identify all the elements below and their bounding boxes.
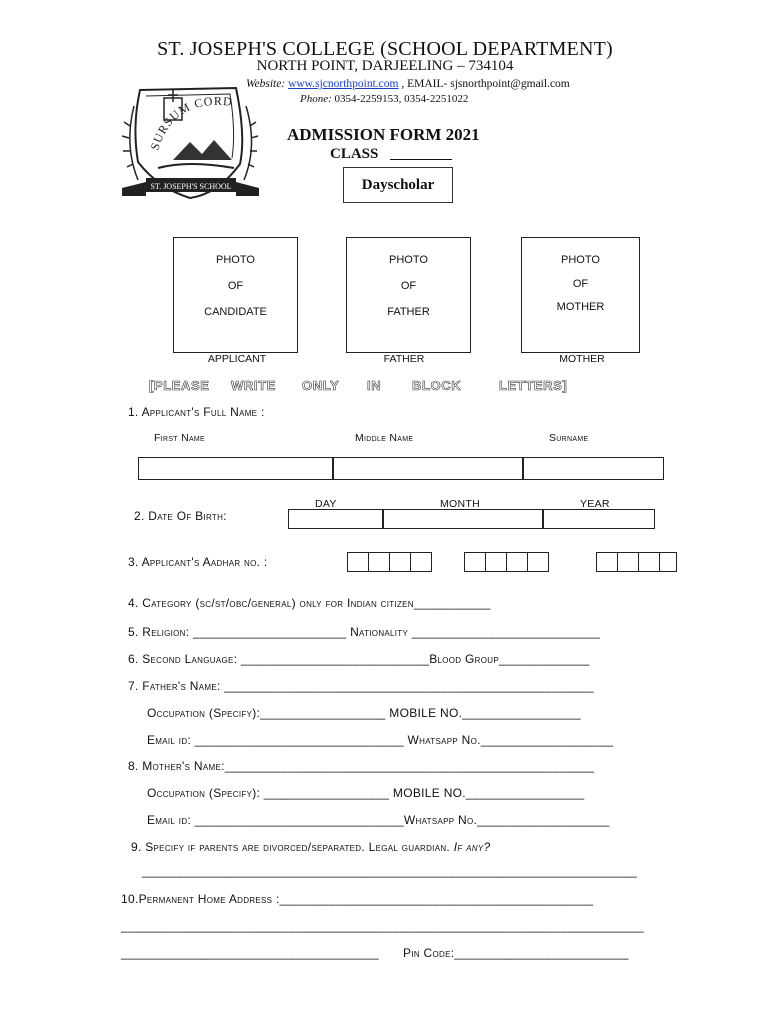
middle-name-field[interactable]	[332, 457, 524, 480]
dayscholar-box: Dayscholar	[343, 167, 453, 203]
photo-label-line2: OF	[572, 278, 589, 290]
mother-email-field[interactable]: Email id: ______________________________Whatsapp No.___________________	[147, 813, 610, 827]
instruction-word: WRITE	[231, 378, 276, 393]
instruction-word: LETTERS]	[499, 378, 568, 393]
photo-label-line3: MOTHER	[556, 301, 605, 313]
mother-name-field[interactable]: 8. Mother's Name:_____________________________________________________	[128, 759, 595, 773]
phone-numbers: 0354-2259153, 0354-2251022	[334, 93, 469, 105]
photo-label-line2: OF	[227, 280, 244, 292]
photo-caption-father: FATHER	[383, 353, 425, 365]
logo-motto-text: SURSUM CORD	[147, 93, 234, 152]
aadhar-label: 3. Applicant's Aadhar no. :	[128, 555, 268, 569]
email-text: , EMAIL- sjsnorthpoint@gmail.com	[401, 78, 570, 90]
home-address-line2[interactable]: ___________________________________________________________________________	[121, 919, 645, 933]
guardian-label: 9. Specify if parents are divorced/separated. Legal guardian.	[131, 840, 451, 854]
photo-caption-mother: MOTHER	[559, 353, 605, 365]
father-name-field[interactable]: 7. Father's Name: _____________________________________________________	[128, 679, 594, 693]
class-label: CLASS	[330, 146, 379, 162]
instruction-word: BLOCK	[412, 378, 462, 393]
dob-day-label: DAY	[315, 498, 337, 510]
logo-banner-text: ST. JOSEPH'S SCHOOL	[150, 182, 232, 191]
photo-caption-applicant: APPLICANT	[207, 353, 267, 365]
aadhar-digit-box[interactable]	[464, 552, 486, 572]
dob-year-label: YEAR	[580, 498, 610, 510]
photo-candidate-box[interactable]	[173, 237, 298, 353]
aadhar-digit-box[interactable]	[659, 552, 677, 572]
guardian-line[interactable]: _______________________________________________________________________	[142, 864, 638, 878]
photo-label-line2: OF	[400, 280, 417, 292]
language-bloodgroup-field[interactable]: 6. Second Language: ___________________________Blood Group_____________	[128, 652, 590, 666]
photo-father-box[interactable]	[346, 237, 471, 353]
instruction-word: ONLY	[302, 378, 340, 393]
college-address: NORTH POINT, DARJEELING – 734104	[256, 58, 514, 74]
category-field[interactable]: 4. Category (sc/st/obc/general) only for Indian citizen___________	[128, 596, 491, 610]
website-label: Website:	[246, 78, 286, 90]
aadhar-digit-box[interactable]	[596, 552, 618, 572]
form-title: ADMISSION FORM 2021	[287, 125, 480, 144]
photo-label-line1: PHOTO	[561, 254, 600, 266]
aadhar-digit-box[interactable]	[410, 552, 432, 572]
middle-name-label: Middle Name	[355, 432, 414, 444]
photo-label-line1: PHOTO	[216, 254, 255, 266]
home-address-line3[interactable]: _____________________________________	[121, 946, 380, 960]
dob-year-field[interactable]	[542, 509, 655, 529]
mother-occupation-field[interactable]: Occupation (Specify): __________________ MOBILE NO._________________	[147, 786, 585, 800]
instruction-word: IN	[367, 378, 382, 393]
first-name-field[interactable]	[138, 457, 334, 480]
aadhar-digit-box[interactable]	[527, 552, 549, 572]
dob-label: 2. Date Of Birth:	[134, 509, 227, 523]
religion-nationality-field[interactable]: 5. Religion: ______________________ Nationality ___________________________	[128, 625, 601, 639]
dob-month-field[interactable]	[382, 509, 544, 529]
dob-day-field[interactable]	[288, 509, 384, 529]
aadhar-digit-box[interactable]	[485, 552, 507, 572]
aadhar-digit-box[interactable]	[638, 552, 660, 572]
dob-month-label: MONTH	[440, 498, 480, 510]
aadhar-digit-box[interactable]	[389, 552, 411, 572]
aadhar-digit-box[interactable]	[506, 552, 528, 572]
photo-mother-box[interactable]	[521, 237, 640, 353]
first-name-label: First Name	[154, 432, 206, 444]
father-occupation-field[interactable]: Occupation (Specify):__________________ MOBILE NO._________________	[147, 706, 581, 720]
school-crest-logo	[118, 76, 263, 206]
website-link[interactable]: www.sjcnorthpoint.com	[288, 78, 399, 90]
photo-label-line3: CANDIDATE	[204, 306, 267, 318]
surname-label: Surname	[549, 432, 589, 444]
applicant-name-label: 1. Applicant's Full Name :	[128, 405, 265, 419]
college-name: ST. JOSEPH'S COLLEGE (SCHOOL DEPARTMENT)	[157, 38, 613, 60]
photo-label-line1: PHOTO	[389, 254, 428, 266]
contact-line-phone	[300, 93, 468, 105]
aadhar-digit-box[interactable]	[347, 552, 369, 572]
surname-field[interactable]	[522, 457, 664, 480]
contact-line-web	[246, 78, 570, 90]
class-input-line[interactable]	[390, 159, 452, 160]
phone-label: Phone:	[300, 93, 332, 105]
photo-label-line3: FATHER	[387, 306, 430, 318]
guardian-if-any: If any?	[453, 840, 491, 854]
father-email-field[interactable]: Email id: ______________________________ Whatsapp No.___________________	[147, 733, 614, 747]
aadhar-digit-box[interactable]	[617, 552, 639, 572]
guardian-question	[131, 840, 490, 854]
aadhar-digit-box[interactable]	[368, 552, 390, 572]
home-address-field[interactable]: 10.Permanent Home Address :_____________________________________________	[121, 892, 594, 906]
pin-code-field[interactable]: Pin Code:_________________________	[403, 946, 629, 960]
instruction-word: [PLEASE	[149, 378, 210, 393]
